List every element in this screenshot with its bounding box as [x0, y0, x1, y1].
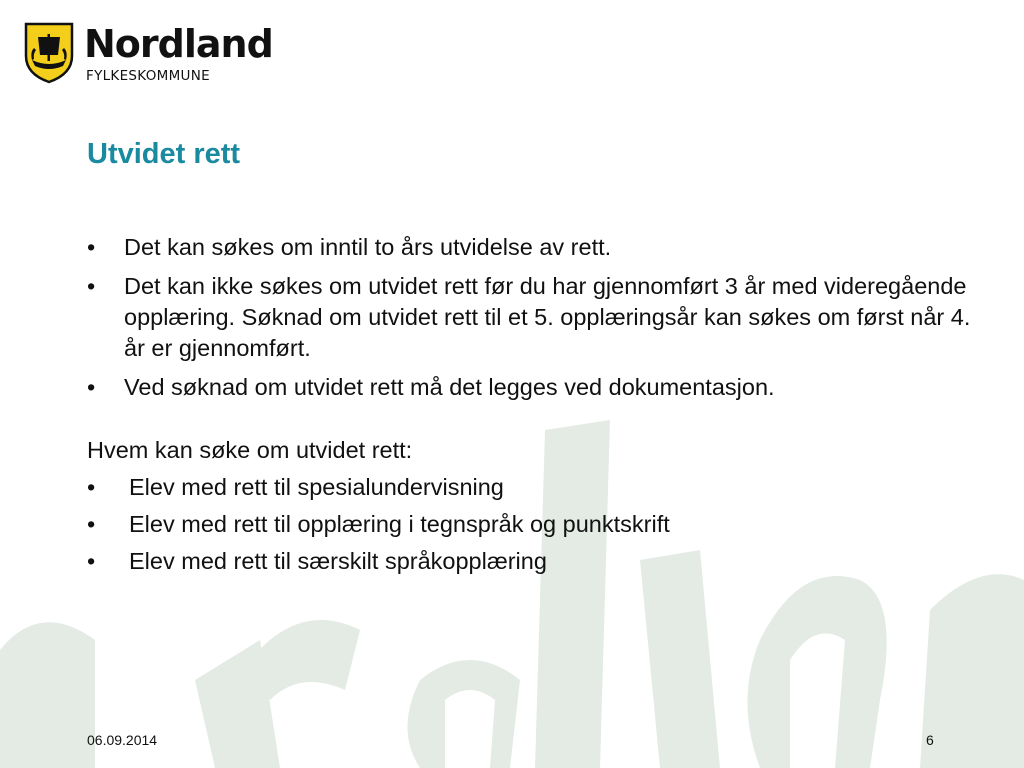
logo-subtitle: FYLKESKOMMUNE [86, 68, 210, 84]
bullet-list [87, 232, 987, 403]
bullet-item: • Det kan ikke søkes om utvidet rett før du har gjennomført 3 år med videregående opplæring. Søknad om utvidet rett til et 5. opplæringsår kan søkes om først når 4. år er gjennomført. [87, 271, 987, 364]
eligibility-list [87, 472, 987, 577]
viking-ship-shield-icon [24, 22, 74, 84]
page-number: 6 [926, 732, 934, 748]
footer-date: 06.09.2014 [87, 732, 158, 748]
logo-name: Nordland [84, 22, 273, 66]
eligibility-item: • Elev med rett til særskilt språkopplæring [87, 546, 987, 577]
nordland-logo [24, 22, 273, 92]
bullet-item: • Ved søknad om utvidet rett må det legges ved dokumentasjon. [87, 372, 987, 403]
slide-content [87, 232, 987, 583]
sub-heading: Hvem kan søke om utvidet rett: [87, 437, 413, 463]
slide-title: Utvidet rett [87, 138, 241, 170]
eligibility-item: • Elev med rett til opplæring i tegnspråk og punktskrift [87, 509, 987, 540]
eligibility-item: • Elev med rett til spesialundervisning [87, 472, 987, 503]
bullet-item: • Det kan søkes om inntil to års utvidelse av rett. [87, 232, 987, 263]
